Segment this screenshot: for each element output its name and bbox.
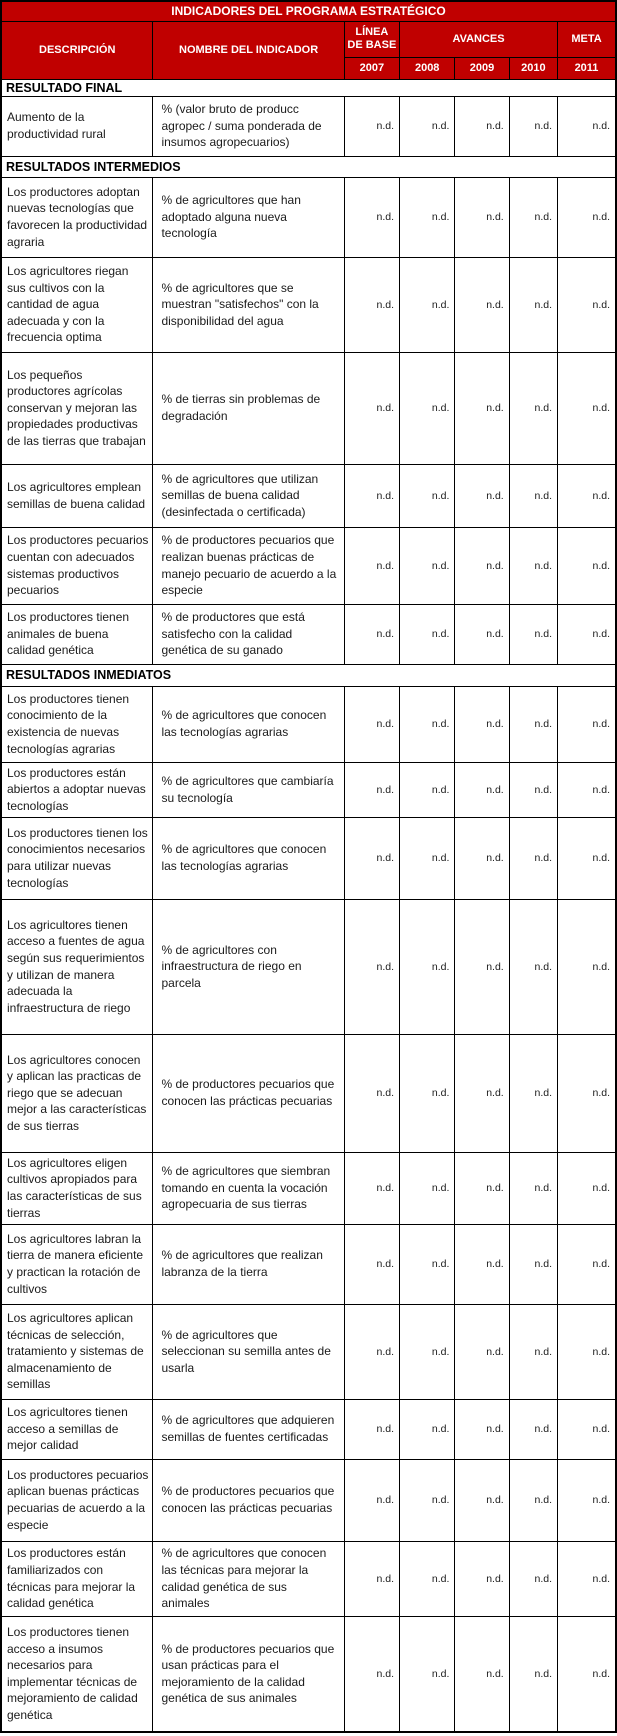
value-cell: n.d. [558, 1616, 616, 1732]
indicator-cell: % de agricultores que seleccionan su semilla antes de usarla [153, 1304, 344, 1399]
description-cell: Los productores están familiarizados con técnicas para mejorar la calidad genética [1, 1541, 153, 1616]
value-cell: n.d. [344, 96, 399, 156]
value-cell: n.d. [344, 1152, 399, 1224]
value-cell: n.d. [509, 1034, 557, 1152]
description-cell: Los productores adoptan nuevas tecnologías que favorecen la productividad agraria [1, 177, 153, 257]
indicator-cell: % de productores pecuarios que usan prácticas para el mejoramiento de la calidad genética de sus animales [153, 1616, 344, 1732]
value-cell: n.d. [509, 604, 557, 664]
indicator-cell: % de agricultores que conocen las tecnologías agrarias [153, 817, 344, 899]
value-cell: n.d. [455, 1616, 509, 1732]
value-cell: n.d. [509, 1459, 557, 1541]
value-cell: n.d. [400, 96, 455, 156]
value-cell: n.d. [509, 1616, 557, 1732]
value-cell: n.d. [558, 464, 616, 527]
col-header-nombre-indicador: NOMBRE DEL INDICADOR [153, 21, 344, 79]
table-row [1, 257, 616, 352]
value-cell: n.d. [509, 899, 557, 1034]
value-cell: n.d. [400, 1616, 455, 1732]
year-header-2010: 2010 [509, 57, 557, 79]
value-cell: n.d. [509, 686, 557, 762]
value-cell: n.d. [455, 352, 509, 464]
description-cell: Los agricultores eligen cultivos apropiados para las características de sus tierras [1, 1152, 153, 1224]
section-header: RESULTADO FINAL [1, 79, 616, 96]
indicator-cell: % de agricultores que realizan labranza de la tierra [153, 1224, 344, 1304]
section-header-row [1, 664, 616, 686]
col-header-linea-de-base: LÍNEA DE BASE [344, 21, 399, 57]
value-cell: n.d. [455, 1541, 509, 1616]
value-cell: n.d. [455, 762, 509, 817]
indicator-cell: % (valor bruto de producc agropec / suma ponderada de insumos agropecuarios) [153, 96, 344, 156]
value-cell: n.d. [400, 899, 455, 1034]
description-cell: Los productores tienen animales de buena calidad genética [1, 604, 153, 664]
value-cell: n.d. [344, 1541, 399, 1616]
value-cell: n.d. [558, 1034, 616, 1152]
table-row [1, 899, 616, 1034]
value-cell: n.d. [344, 1034, 399, 1152]
value-cell: n.d. [400, 1152, 455, 1224]
header-row-main [1, 21, 616, 57]
value-cell: n.d. [344, 817, 399, 899]
value-cell: n.d. [344, 352, 399, 464]
description-cell: Los productores están abiertos a adoptar nuevas tecnologías [1, 762, 153, 817]
value-cell: n.d. [400, 1541, 455, 1616]
value-cell: n.d. [455, 464, 509, 527]
value-cell: n.d. [558, 1399, 616, 1459]
section-header-row [1, 79, 616, 96]
description-cell: Los productores pecuarios cuentan con adecuados sistemas productivos pecuarios [1, 527, 153, 604]
value-cell: n.d. [455, 177, 509, 257]
value-cell: n.d. [455, 1459, 509, 1541]
indicator-cell: % de agricultores que adquieren semillas de fuentes certificadas [153, 1399, 344, 1459]
table-row [1, 1304, 616, 1399]
value-cell: n.d. [400, 352, 455, 464]
value-cell: n.d. [400, 1459, 455, 1541]
indicator-cell: % de productores pecuarios que conocen las prácticas pecuarias [153, 1034, 344, 1152]
value-cell: n.d. [344, 257, 399, 352]
value-cell: n.d. [558, 1152, 616, 1224]
value-cell: n.d. [344, 1224, 399, 1304]
table-row [1, 762, 616, 817]
indicator-cell: % de agricultores que conocen las tecnologías agrarias [153, 686, 344, 762]
table-row [1, 352, 616, 464]
value-cell: n.d. [344, 464, 399, 527]
value-cell: n.d. [558, 1459, 616, 1541]
indicator-cell: % de productores pecuarios que realizan buenas prácticas de manejo pecuario de acuerdo a la especie [153, 527, 344, 604]
section-header-row [1, 156, 616, 177]
table-row [1, 817, 616, 899]
value-cell: n.d. [455, 96, 509, 156]
indicator-cell: % de agricultores que cambiaría su tecnología [153, 762, 344, 817]
value-cell: n.d. [558, 817, 616, 899]
value-cell: n.d. [400, 464, 455, 527]
description-cell: Los agricultores riegan sus cultivos con la cantidad de agua adecuada y con la frecuencia optima [1, 257, 153, 352]
value-cell: n.d. [509, 817, 557, 899]
indicator-cell: % de tierras sin problemas de degradación [153, 352, 344, 464]
value-cell: n.d. [400, 686, 455, 762]
value-cell: n.d. [455, 604, 509, 664]
value-cell: n.d. [455, 899, 509, 1034]
value-cell: n.d. [455, 1152, 509, 1224]
value-cell: n.d. [558, 1304, 616, 1399]
value-cell: n.d. [344, 527, 399, 604]
value-cell: n.d. [455, 686, 509, 762]
description-cell: Los agricultores tienen acceso a fuentes de agua según sus requerimientos y utilizan de manera adecuada la infraestructura de riego [1, 899, 153, 1034]
description-cell: Los agricultores conocen y aplican las practicas de riego que se adecuan mejor a las características de sus tierras [1, 1034, 153, 1152]
value-cell: n.d. [400, 527, 455, 604]
description-cell: Los agricultores emplean semillas de buena calidad [1, 464, 153, 527]
value-cell: n.d. [509, 1224, 557, 1304]
indicator-cell: % de agricultores con infraestructura de riego en parcela [153, 899, 344, 1034]
value-cell: n.d. [558, 686, 616, 762]
description-cell: Los productores tienen acceso a insumos necesarios para implementar técnicas de mejoramiento de calidad genética [1, 1616, 153, 1732]
value-cell: n.d. [400, 604, 455, 664]
description-cell: Los agricultores labran la tierra de manera eficiente y practican la rotación de cultivos [1, 1224, 153, 1304]
value-cell: n.d. [509, 762, 557, 817]
value-cell: n.d. [344, 1459, 399, 1541]
table-row [1, 604, 616, 664]
value-cell: n.d. [344, 686, 399, 762]
description-cell: Aumento de la productividad rural [1, 96, 153, 156]
description-cell: Los agricultores aplican técnicas de selección, tratamiento y sistemas de almacenamiento de semillas [1, 1304, 153, 1399]
value-cell: n.d. [509, 527, 557, 604]
indicator-cell: % de agricultores que utilizan semillas de buena calidad (desinfectada o certificada) [153, 464, 344, 527]
value-cell: n.d. [509, 464, 557, 527]
description-cell: Los productores tienen conocimiento de la existencia de nuevas tecnologías agrarias [1, 686, 153, 762]
value-cell: n.d. [558, 1224, 616, 1304]
value-cell: n.d. [455, 1034, 509, 1152]
value-cell: n.d. [509, 1399, 557, 1459]
value-cell: n.d. [455, 527, 509, 604]
page-title: INDICADORES DEL PROGRAMA ESTRATÉGICO [1, 1, 616, 21]
table-row [1, 1541, 616, 1616]
value-cell: n.d. [344, 1304, 399, 1399]
value-cell: n.d. [400, 1224, 455, 1304]
value-cell: n.d. [509, 1304, 557, 1399]
value-cell: n.d. [344, 1616, 399, 1732]
table-row [1, 1616, 616, 1732]
value-cell: n.d. [455, 1399, 509, 1459]
indicator-cell: % de productores pecuarios que conocen las prácticas pecuarias [153, 1459, 344, 1541]
indicator-cell: % de agricultores que se muestran "satisfechos" con la disponibilidad del agua [153, 257, 344, 352]
value-cell: n.d. [400, 817, 455, 899]
col-header-descripcion: DESCRIPCIÓN [1, 21, 153, 79]
value-cell: n.d. [455, 257, 509, 352]
description-cell: Los productores tienen los conocimientos necesarios para utilizar nuevas tecnologías [1, 817, 153, 899]
value-cell: n.d. [509, 96, 557, 156]
value-cell: n.d. [558, 1541, 616, 1616]
value-cell: n.d. [344, 177, 399, 257]
table-header [1, 1, 616, 79]
table-row [1, 1224, 616, 1304]
section-header: RESULTADOS INMEDIATOS [1, 664, 616, 686]
table-row [1, 177, 616, 257]
indicator-cell: % de productores que está satisfecho con la calidad genética de su ganado [153, 604, 344, 664]
table-row [1, 1399, 616, 1459]
value-cell: n.d. [509, 352, 557, 464]
value-cell: n.d. [400, 1399, 455, 1459]
year-header-2011: 2011 [558, 57, 616, 79]
col-header-avances: AVANCES [400, 21, 558, 57]
value-cell: n.d. [400, 177, 455, 257]
table-row [1, 1034, 616, 1152]
year-header-2007: 2007 [344, 57, 399, 79]
value-cell: n.d. [558, 257, 616, 352]
value-cell: n.d. [509, 257, 557, 352]
table-row [1, 1459, 616, 1541]
table-row [1, 96, 616, 156]
value-cell: n.d. [400, 1304, 455, 1399]
year-header-2009: 2009 [455, 57, 509, 79]
value-cell: n.d. [400, 1034, 455, 1152]
col-header-meta: META [558, 21, 616, 57]
indicator-cell: % de agricultores que conocen las técnicas para mejorar la calidad genética de sus animales [153, 1541, 344, 1616]
value-cell: n.d. [455, 817, 509, 899]
value-cell: n.d. [455, 1224, 509, 1304]
value-cell: n.d. [558, 899, 616, 1034]
value-cell: n.d. [509, 1152, 557, 1224]
table-row [1, 527, 616, 604]
value-cell: n.d. [558, 527, 616, 604]
year-header-2008: 2008 [400, 57, 455, 79]
value-cell: n.d. [455, 1304, 509, 1399]
table-body [1, 79, 616, 1732]
table-row [1, 686, 616, 762]
section-header: RESULTADOS INTERMEDIOS [1, 156, 616, 177]
value-cell: n.d. [558, 96, 616, 156]
value-cell: n.d. [344, 604, 399, 664]
value-cell: n.d. [344, 899, 399, 1034]
value-cell: n.d. [558, 352, 616, 464]
value-cell: n.d. [344, 762, 399, 817]
indicator-cell: % de agricultores que siembran tomando en cuenta la vocación agropecuaria de sus tierras [153, 1152, 344, 1224]
value-cell: n.d. [558, 762, 616, 817]
indicator-cell: % de agricultores que han adoptado alguna nueva tecnología [153, 177, 344, 257]
description-cell: Los pequeños productores agrícolas conservan y mejoran las propiedades productivas de las tierras que trabajan [1, 352, 153, 464]
table-row [1, 464, 616, 527]
description-cell: Los productores pecuarios aplican buenas prácticas pecuarias de acuerdo a la especie [1, 1459, 153, 1541]
value-cell: n.d. [509, 1541, 557, 1616]
value-cell: n.d. [509, 177, 557, 257]
value-cell: n.d. [400, 762, 455, 817]
value-cell: n.d. [558, 177, 616, 257]
description-cell: Los agricultores tienen acceso a semillas de mejor calidad [1, 1399, 153, 1459]
value-cell: n.d. [400, 257, 455, 352]
table-row [1, 1152, 616, 1224]
value-cell: n.d. [344, 1399, 399, 1459]
value-cell: n.d. [558, 604, 616, 664]
table-title-row [1, 1, 616, 21]
